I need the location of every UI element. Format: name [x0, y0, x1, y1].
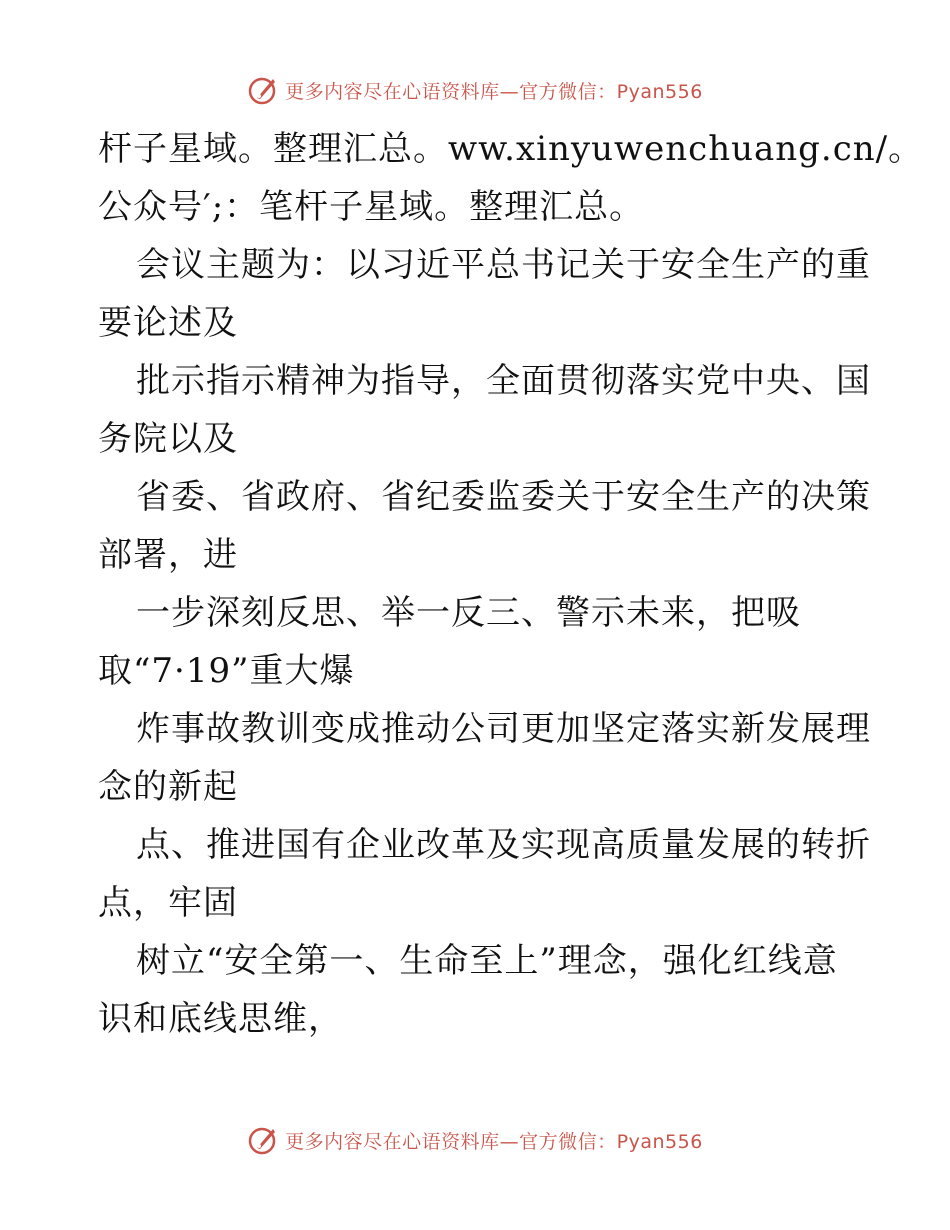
text-line: 树立“安全第一、生命至上”理念，强化红线意 [136, 941, 838, 981]
text-line: 要论述及 [98, 303, 238, 343]
text-line: 务院以及 [98, 419, 238, 459]
document-body [98, 120, 924, 1048]
text-line: 识和底线思维， [98, 999, 343, 1039]
text-line: 点，牢固 [98, 883, 238, 923]
quill-logo-icon [247, 1124, 279, 1156]
text-line: 点、推进国有企业改革及实现高质量发展的转折 [136, 825, 871, 865]
header-banner [0, 70, 950, 110]
text-line: 公众号′;：笔杆子星域。整理汇总。 [98, 187, 645, 227]
text-line: 念的新起 [98, 767, 238, 807]
quill-logo-icon [247, 74, 279, 106]
text-line: 杆子星域。整理汇总。ww.xinyuwenchuang.cn/。 [98, 129, 924, 169]
text-line: 部署，进 [98, 535, 238, 575]
footer-banner [0, 1120, 950, 1160]
text-line: 省委、省政府、省纪委监委关于安全生产的决策 [136, 477, 871, 517]
footer-banner-text: 更多内容尽在心语资料库—官方微信：Pyan556 [285, 1130, 703, 1153]
text-line: 批示指示精神为指导，全面贯彻落实党中央、国 [136, 361, 871, 401]
text-line: 一步深刻反思、举一反三、警示未来，把吸 [136, 593, 801, 633]
header-banner-text: 更多内容尽在心语资料库—官方微信：Pyan556 [285, 80, 703, 103]
text-line: 取“7·19”重大爆 [98, 651, 355, 691]
text-line: 炸事故教训变成推动公司更加坚定落实新发展理 [136, 709, 871, 749]
text-line: 会议主题为：以习近平总书记关于安全生产的重 [136, 245, 871, 285]
